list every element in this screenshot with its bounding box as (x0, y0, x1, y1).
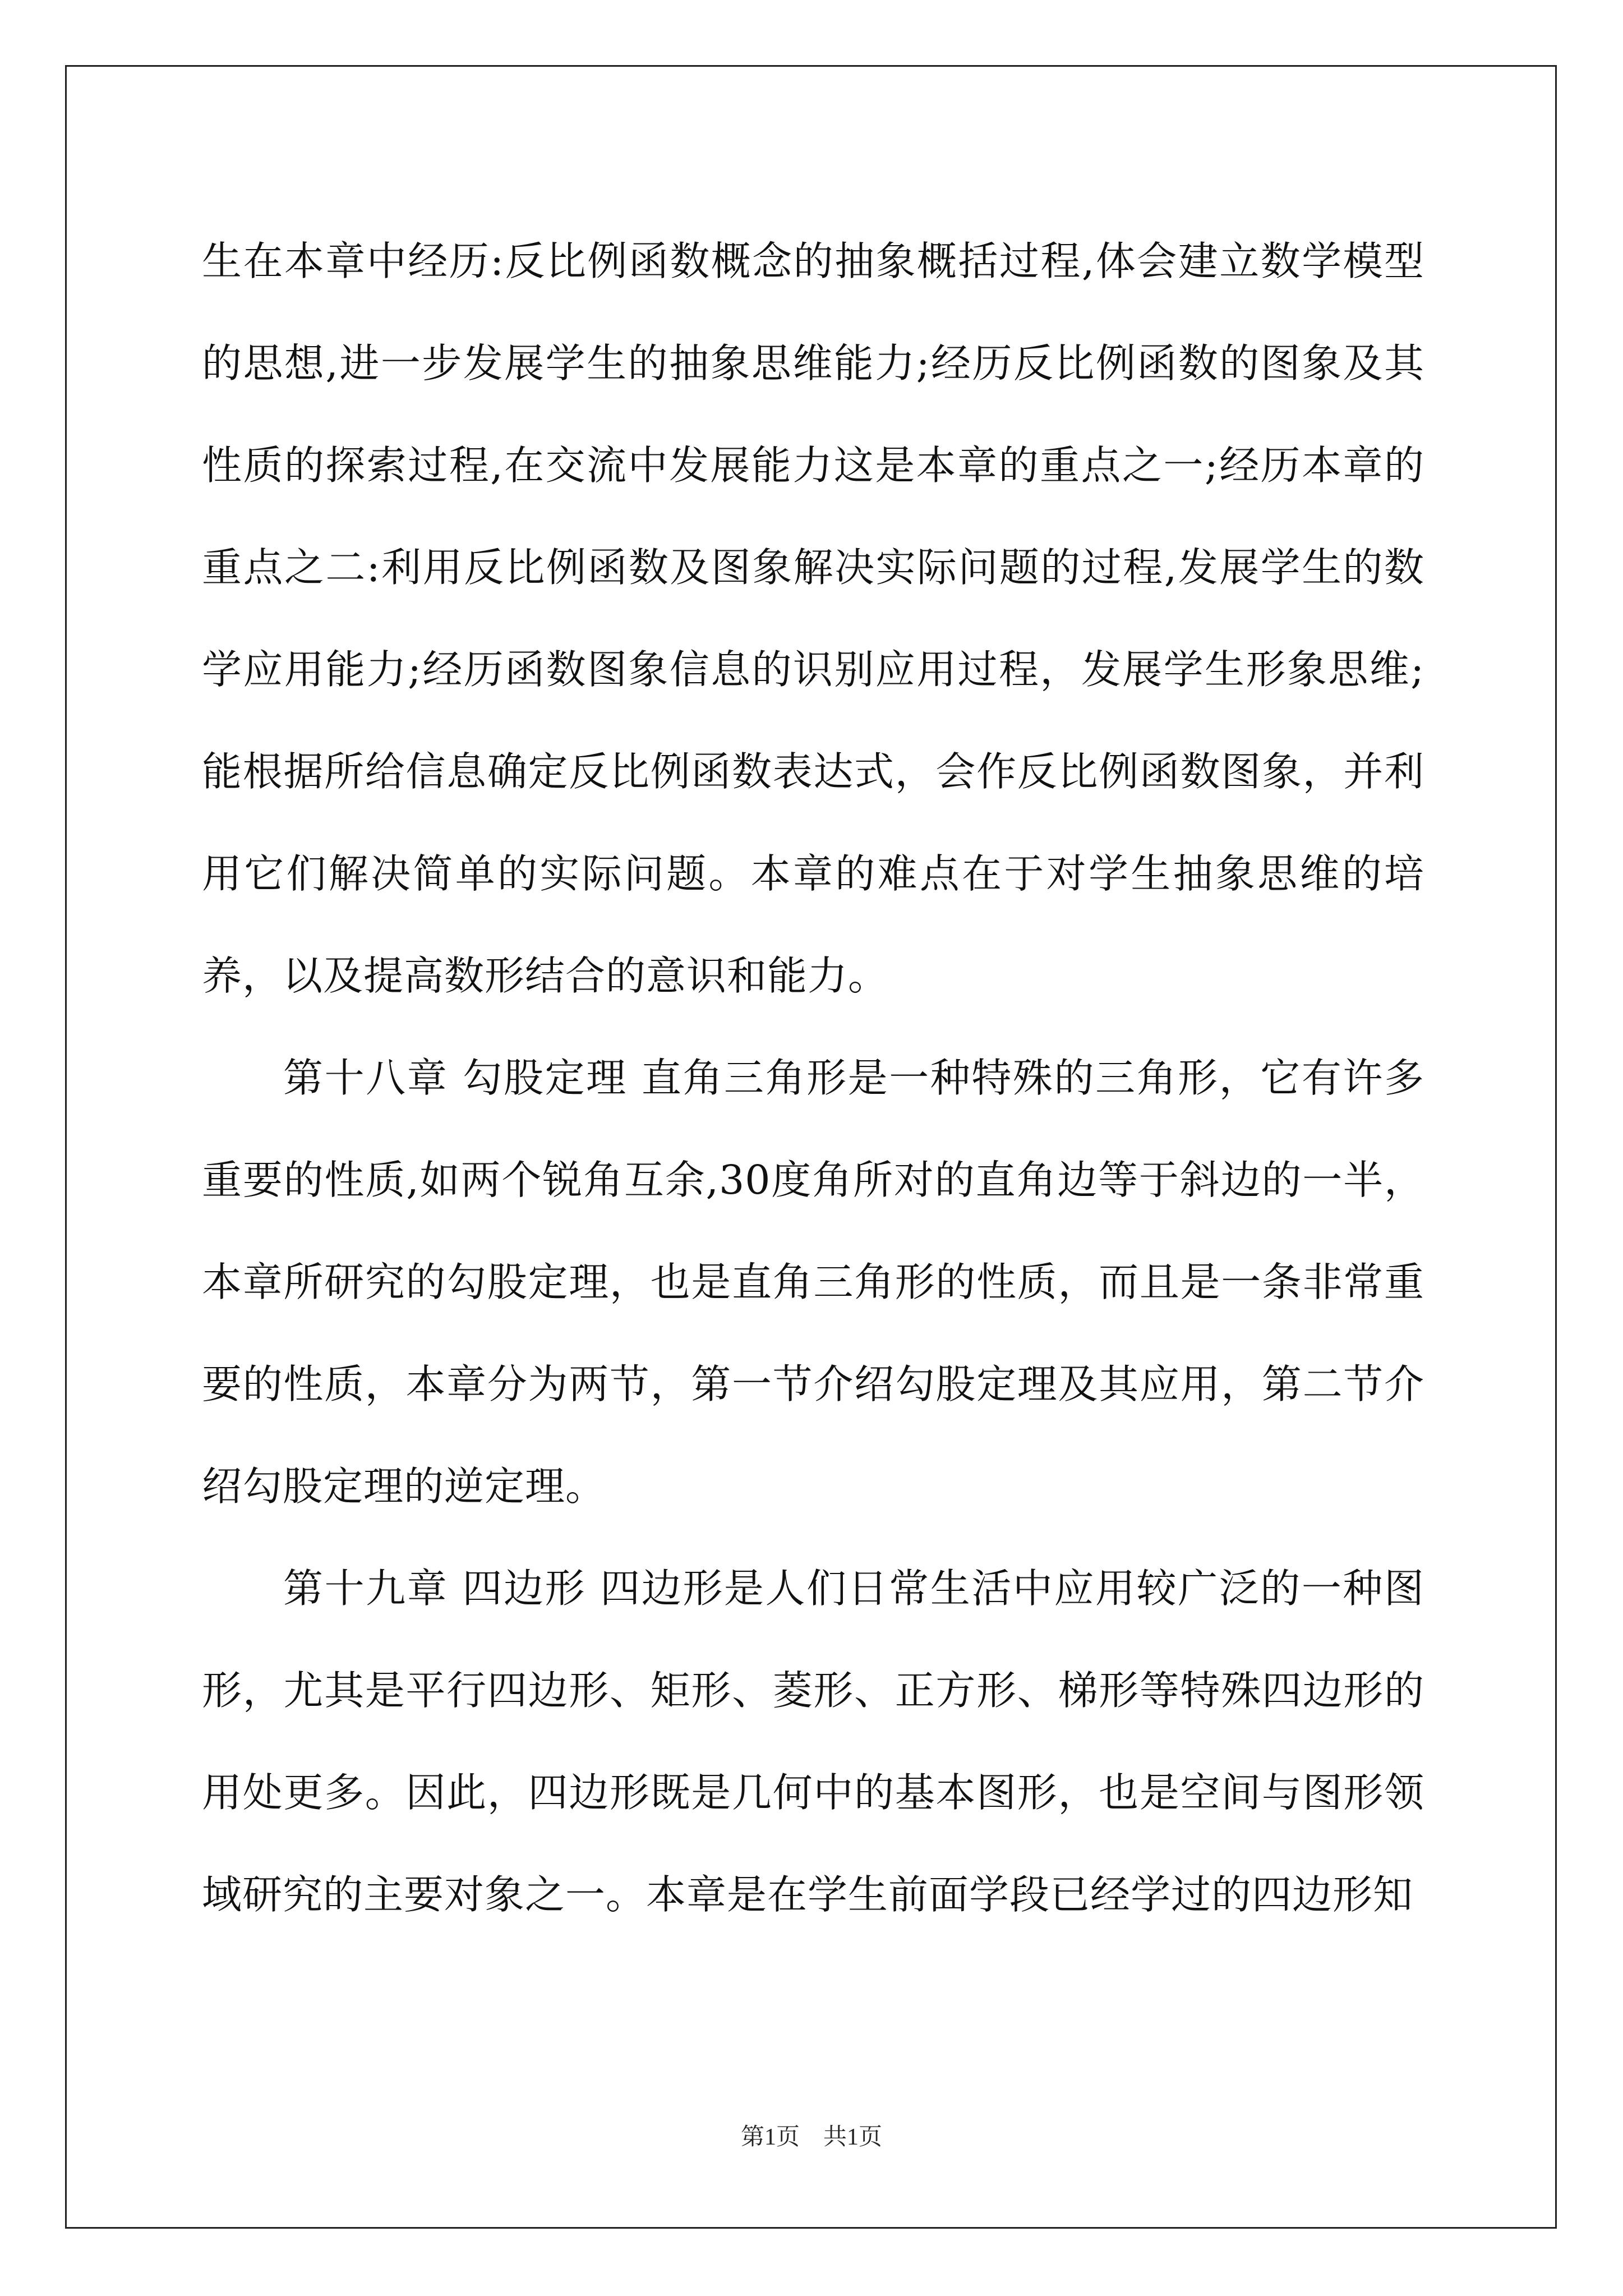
paragraph-quadrilaterals: 第十九章 四边形 四边形是人们日常生活中应用较广泛的一种图形，尤其是平行四边形、矩形、菱形、正方形、梯形等特殊四边形的用处更多。因此，四边形既是几何中的基本图形，也是空间与图形领域研究的主要对象之一。本章是在学生前面学段已经学过的四边形知 (202, 1565, 1424, 1918)
paragraph-pythagorean-theorem: 第十八章 勾股定理 直角三角形是一种特殊的三角形，它有许多重要的性质,如两个锐角互余,30度角所对的直角边等于斜边的一半，本章所研究的勾股定理，也是直角三角形的性质，而且是一条非常重要的性质，本章分为两节，第一节介绍勾股定理及其应用，第二节介绍勾股定理的逆定理。 (202, 1055, 1424, 1510)
page-number-footer: 第1页 共1页 (740, 2124, 882, 2150)
paragraph-inverse-proportion: 生在本章中经历:反比例函数概念的抽象概括过程,体会建立数学模型的思想,进一步发展学生的抽象思维能力;经历反比例函数的图象及其性质的探索过程,在交流中发展能力这是本章的重点之一;经历本章的重点之二:利用反比例函数及图象解决实际问题的过程,发展学生的数学应用能力;经历函数图象信息的识别应用过程，发展学生形象思维;能根据所给信息确定反比例函数表达式，会作反比例函数图象，并利用它们解决简单的实际问题。本章的难点在于对学生抽象思维的培养，以及提高数形结合的意识和能力。 (202, 238, 1424, 999)
document-body (202, 210, 1424, 1946)
